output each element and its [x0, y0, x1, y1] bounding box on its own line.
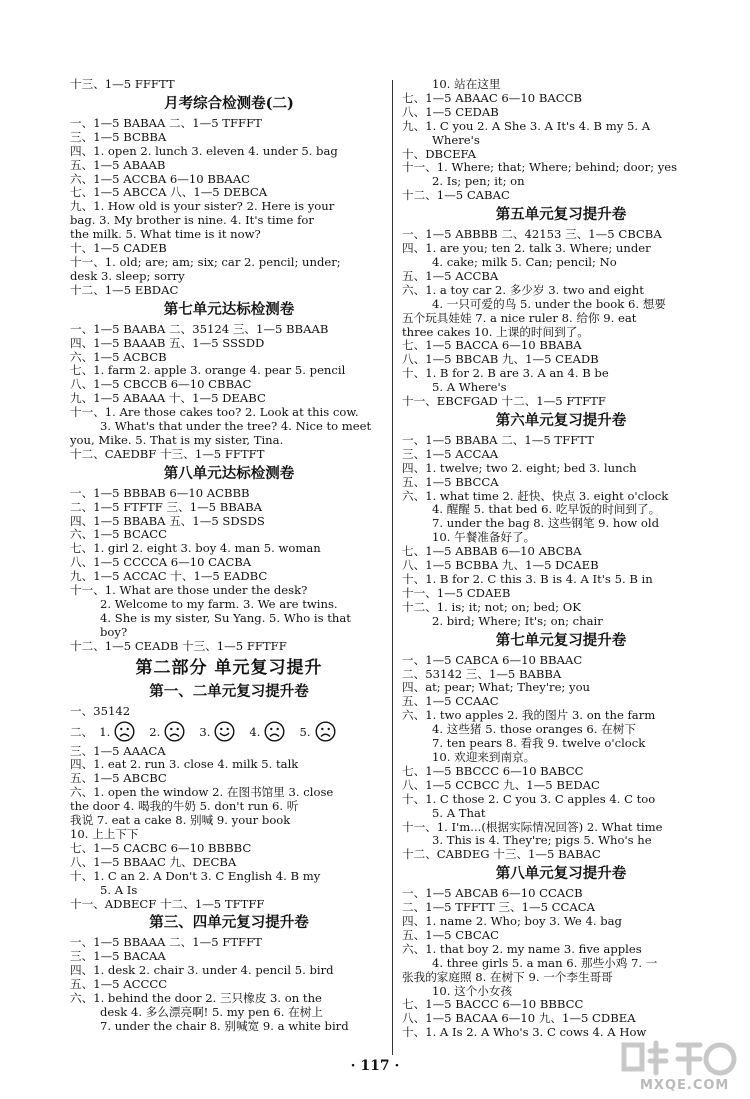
answer-line: 四、1. twelve; two 2. eight; bed 3. lunch: [402, 461, 637, 475]
answer-line: 一、1—5 CABCA 6—10 BBAAC: [402, 653, 583, 667]
section-heading-review-unit8: 第八单元复习提升卷: [495, 865, 627, 883]
answer-line: 三、1—5 ACCAA: [402, 447, 499, 461]
answer-line: 四、1—5 BAAAB 五、1—5 SSSDD: [70, 336, 265, 350]
answer-line: 十一、1. Are those cakes too? 2. Look at this cow.: [70, 406, 359, 420]
answer-line: 十一、1. What are those under the desk?: [70, 584, 308, 598]
answer-line: 九、1. How old is your sister? 2. Here is your: [70, 200, 335, 214]
answer-line: 八、1—5 BCBBA 九、1—5 DCAEB: [402, 559, 599, 573]
face-item: [249, 719, 285, 745]
monthly-test-2-answers: [70, 117, 388, 298]
face-label: 2.: [149, 724, 161, 739]
answer-line: 十、1. A Is 2. A Who's 3. C cows 4. A How: [402, 1026, 647, 1040]
right-column: [402, 78, 720, 1040]
answer-line: 十、1. C an 2. A Don't 3. C English 4. B my: [70, 869, 321, 883]
answer-line: 六、1. that boy 2. my name 3. five apples: [402, 942, 642, 956]
answer-line: 4. 一只可爱的鸟 5. under the book 6. 想要: [432, 297, 666, 311]
left-column: [70, 78, 388, 1034]
answer-line: 六、1. behind the door 2. 三只橡皮 3. on the: [70, 992, 322, 1006]
answer-line: 九、1. C you 2. A She 3. A It's 4. B my 5. A: [402, 119, 651, 133]
face-item: [149, 719, 185, 745]
sad-face-icon: [315, 721, 336, 742]
answer-line: 十二、1—5 EBDAC: [70, 283, 179, 297]
answer-line: 一、1—5 ABBBB 二、42153 三、1—5 CBCBA: [402, 228, 662, 242]
section-heading-unit7-test: 第七单元达标检测卷: [163, 300, 295, 318]
answer-line: 七、1. girl 2. eight 3. boy 4. man 5. woman: [70, 542, 321, 556]
answer-line: 五、1—5 CCAAC: [402, 695, 499, 709]
face-label: 4.: [249, 724, 261, 739]
sad-face-icon: [114, 721, 135, 742]
answer-line: 五、1—5 CBCAC: [402, 928, 499, 942]
section-heading-review-unit1-2: 第一、二单元复习提升卷: [149, 682, 309, 700]
answer-line: 10. 站在这里: [432, 78, 501, 91]
answer-line: 十二、1. is; it; not; on; bed; OK: [402, 600, 581, 614]
answer-line: 七、1—5 BBCCC 6—10 BABCC: [402, 764, 584, 778]
answer-line: 六、1. a toy car 2. 多少岁 3. two and eight: [402, 283, 644, 297]
answer-line: 十一、ADBECF 十二、1—5 TFTFF: [70, 897, 265, 911]
answer-line: three cakes 10. 上课的时间到了。: [402, 325, 589, 339]
answer-line: 一、1—5 BBAAA 二、1—5 FTFFT: [70, 936, 262, 950]
answer-line: 七、1—5 BACCA 6—10 BBABA: [402, 339, 582, 353]
answer-line: 八、1—5 BBCAB 九、1—5 CEADB: [402, 353, 599, 367]
sad-face-icon: [164, 721, 185, 742]
answer-line: bag. 3. My brother is nine. 4. It's time for: [70, 214, 314, 228]
answer-line: 十、DBCEFA: [402, 147, 476, 161]
face-label: 3.: [199, 724, 211, 739]
section-heading-review-unit5: 第五单元复习提升卷: [495, 206, 627, 224]
answer-line: 4. three girls 5. a man 6. 那些小鸡 7. 一: [432, 956, 658, 970]
answer-line: 5. A Where's: [432, 381, 507, 395]
answer-line: 四、1. eat 2. run 3. close 4. milk 5. talk: [70, 758, 299, 772]
review6-answers: [402, 434, 720, 629]
section-heading-review-unit6: 第六单元复习提升卷: [495, 411, 627, 429]
answer-line: 十二、1—5 CEADB 十三、1—5 FFTFF: [70, 639, 287, 653]
answer-line: 张我的家庭照 8. 在树下 9. 一个李生哥哥: [402, 970, 613, 984]
answer-line: 四、1. name 2. Who; boy 3. We 4. bag: [402, 915, 622, 929]
answer-line: 一、1—5 BAABA 二、35124 三、1—5 BBAAB: [70, 322, 329, 336]
answer-line: 八、1—5 CBCCB 6—10 CBBAC: [70, 378, 252, 392]
answer-line: 3. This is 4. They're; pigs 5. Who's he: [432, 834, 652, 848]
answer-line: 七、1—5 ABCCA 八、1—5 DEBCA: [70, 186, 268, 200]
answer-line: 二、1—5 FTFTF 三、1—5 BBABA: [70, 500, 263, 514]
part-two-title: 第二部分 单元复习提升: [135, 657, 323, 678]
right-top-block: [402, 78, 720, 203]
answer-line: 五、1—5 ABAAB: [70, 158, 166, 172]
answer-line: the milk. 5. What time is it now?: [70, 228, 261, 242]
answer-line: 八、1—5 BACAA 6—10 九、1—5 CDBEA: [402, 1012, 636, 1026]
answer-line: 2. Welcome to my farm. 3. We are twins.: [100, 598, 338, 611]
face-label: 5.: [299, 724, 311, 739]
answer-line: 五、1—5 ACCBA: [402, 269, 499, 283]
answer-line: 十二、CAEDBF 十三、1—5 FFTFT: [70, 447, 265, 461]
answer-line: 十一、1—5 CDAEB: [402, 586, 511, 600]
answer-line: 四、1. open 2. lunch 3. eleven 4. under 5. bag: [70, 144, 338, 158]
answer-line: 七、1—5 ABBAB 6—10 ABCBA: [402, 545, 582, 559]
face-item: [299, 719, 335, 745]
answer-line: 7. under the bag 8. 这些钢笔 9. how old: [432, 517, 660, 531]
answer-line: 10. 上上下下: [70, 827, 139, 841]
answer-line: 五、1—5 ACCCC: [70, 978, 168, 992]
answer-line: 九、1—5 ACCAC 十、1—5 EADBC: [70, 570, 268, 584]
answer-line: 六、1—5 ACCBA 6—10 BBAAC: [70, 172, 250, 186]
answer-line: 一、1—5 BBABA 二、1—5 TFFTT: [402, 433, 594, 447]
answer-line: 十、1—5 CADEB: [70, 242, 167, 256]
left-top-block: [70, 78, 388, 92]
answer-line: 10. 欢迎来到南京。: [432, 750, 536, 764]
answer-line: 我说 7. eat a cake 8. 别喊 9. your book: [70, 814, 291, 828]
answer-line: 八、1—5 CCCCA 6—10 CACBA: [70, 556, 252, 570]
answer-line: 二、1—5 TFFTT 三、1—5 CCACA: [402, 901, 595, 915]
unit8-test-answers: [70, 487, 388, 654]
answer-line: 十、1. C those 2. C you 3. C apples 4. C too: [402, 792, 656, 806]
answer-line: 一、35142: [70, 704, 131, 718]
column-divider: [392, 80, 393, 1055]
faces-row-prefix: 二、: [70, 724, 94, 739]
answer-line: 十一、1. old; are; am; six; car 2. pencil; under;: [70, 255, 341, 269]
answer-line: boy?: [100, 625, 128, 639]
answer-line: 3. What's that under the tree? 4. Nice to meet: [100, 420, 372, 434]
review12-answers-b: [70, 745, 388, 912]
section-heading-review-unit7: 第七单元复习提升卷: [495, 631, 627, 649]
faces-list: [99, 719, 335, 745]
answer-line: 4. 醒醒 5. that bed 6. 吃早饭的时间到了。: [432, 503, 661, 517]
answer-line: 七、1—5 BACCC 6—10 BBBCC: [402, 998, 584, 1012]
answer-line: 九、1—5 ABAAA 十、1—5 DEABC: [70, 392, 266, 406]
answer-line: 4. 这些猪 5. those oranges 6. 在树下: [432, 723, 636, 737]
watermark-site-text: MXQE.COM: [640, 1078, 730, 1093]
answer-line: 六、1—5 ACBCB: [70, 350, 167, 364]
answer-line: 十二、CABDEG 十三、1—5 BABAC: [402, 848, 601, 862]
answer-line: 十一、1. I'm...(根据实际情况回答) 2. What time: [402, 820, 663, 834]
answer-line: 十三、1—5 FFFTT: [70, 78, 175, 91]
answer-line: 三、1—5 BCBBA: [70, 130, 167, 144]
answer-line: Where's: [432, 133, 480, 147]
answer-line: 5. A That: [432, 806, 486, 820]
unit7-test-answers: [70, 323, 388, 462]
answer-line: 10. 午餐准备好了。: [432, 531, 536, 545]
answer-line: 2. Is; pen; it; on: [432, 175, 525, 189]
section-heading-monthly-test-2: 月考综合检测卷(二): [164, 94, 294, 112]
answer-line: 五个玩具娃娃 7. a nice ruler 8. 给你 9. eat: [402, 311, 637, 325]
answer-line: you, Mike. 5. That is my sister, Tina.: [70, 433, 284, 447]
answer-line: 4. She is my sister, Su Yang. 5. Who is that: [100, 611, 351, 625]
answer-line: 一、1—5 BBBAB 6—10 ACBBB: [70, 486, 250, 500]
answer-line: 六、1. open the window 2. 在图书馆里 3. close: [70, 786, 334, 800]
section-heading-unit8-test: 第八单元达标检测卷: [163, 464, 295, 482]
review34-answers: [70, 936, 388, 1033]
answer-line: 七、1—5 CACBC 6—10 BBBBC: [70, 841, 252, 855]
review5-answers: [402, 228, 720, 409]
answer-line: 一、1—5 ABCAB 6—10 CCACB: [402, 887, 583, 901]
answer-line: 十、1. B for 2. B are 3. A an 4. B be: [402, 367, 609, 381]
answer-line: 十二、1—5 CABAC: [402, 189, 510, 203]
answer-line: 二、53142 三、1—5 BABBA: [402, 667, 562, 681]
review7-answers: [402, 654, 720, 863]
answer-line: 八、1—5 CEDAB: [402, 105, 499, 119]
sad-face-icon: [264, 721, 285, 742]
face-item: [199, 719, 235, 745]
answer-line: 十一、EBCFGAD 十二、1—5 FTFTF: [402, 395, 606, 409]
answer-line: 七、1—5 ABAAC 6—10 BACCB: [402, 91, 582, 105]
review12-answers-a: [70, 705, 388, 719]
answer-line: 八、1—5 CCBCC 九、1—5 BEDAC: [402, 778, 600, 792]
answer-line: 4. cake; milk 5. Can; pencil; No: [432, 255, 617, 269]
answer-line: 十一、1. Where; that; Where; behind; door; yes: [402, 161, 678, 175]
answer-line: 2. bird; Where; It's; on; chair: [432, 614, 603, 628]
answer-line: 三、1—5 AAACA: [70, 744, 166, 758]
answer-line: 三、1—5 BACAA: [70, 950, 166, 964]
answer-line: 七、1. farm 2. apple 3. orange 4. pear 5. pencil: [70, 364, 346, 378]
face-item: [99, 719, 135, 745]
happy-face-icon: [214, 721, 235, 742]
answer-line: the door 4. 喝我的牛奶 5. don't run 6. 听: [70, 800, 299, 814]
answer-line: 四、at; pear; What; They're; you: [402, 681, 591, 695]
faces-row: [70, 719, 388, 745]
answer-line: 10. 这个小女孩: [432, 984, 513, 998]
answer-line: 五、1—5 BBCCA: [402, 475, 499, 489]
answer-line: 四、1. are you; ten 2. talk 3. Where; under: [402, 242, 651, 256]
review8-answers: [402, 887, 720, 1040]
answer-line: 八、1—5 BBAAC 九、DECBA: [70, 855, 237, 869]
answer-line: desk 4. 多么漂亮啊! 5. my pen 6. 在树上: [100, 1005, 323, 1019]
answer-line: 四、1—5 BBABA 五、1—5 SDSDS: [70, 514, 265, 528]
answer-line: 四、1. desk 2. chair 3. under 4. pencil 5. bird: [70, 964, 334, 978]
answer-line: 五、1—5 ABCBC: [70, 772, 167, 786]
answer-line: 十、1. B for 2. C this 3. B is 4. A It's 5. B in: [402, 573, 653, 586]
answer-line: 5. A Is: [100, 883, 138, 897]
answer-line: 六、1. what time 2. 赶快、快点 3. eight o'clock: [402, 489, 669, 503]
answer-line: 六、1. two apples 2. 我的图片 3. on the farm: [402, 709, 656, 723]
answer-line: 7. under the chair 8. 别喊宽 9. a white bird: [100, 1019, 349, 1033]
answer-line: 7. ten pears 8. 看我 9. twelve o'clock: [432, 737, 646, 751]
page-number: · 117 ·: [350, 1058, 400, 1074]
face-label: 1.: [99, 724, 111, 739]
section-heading-review-unit3-4: 第三、四单元复习提升卷: [149, 914, 309, 932]
answer-line: 一、1—5 BABAA 二、1—5 TFFFT: [70, 116, 262, 130]
answer-line: desk 3. sleep; sorry: [70, 269, 185, 283]
answer-line: 六、1—5 BCACC: [70, 528, 167, 542]
